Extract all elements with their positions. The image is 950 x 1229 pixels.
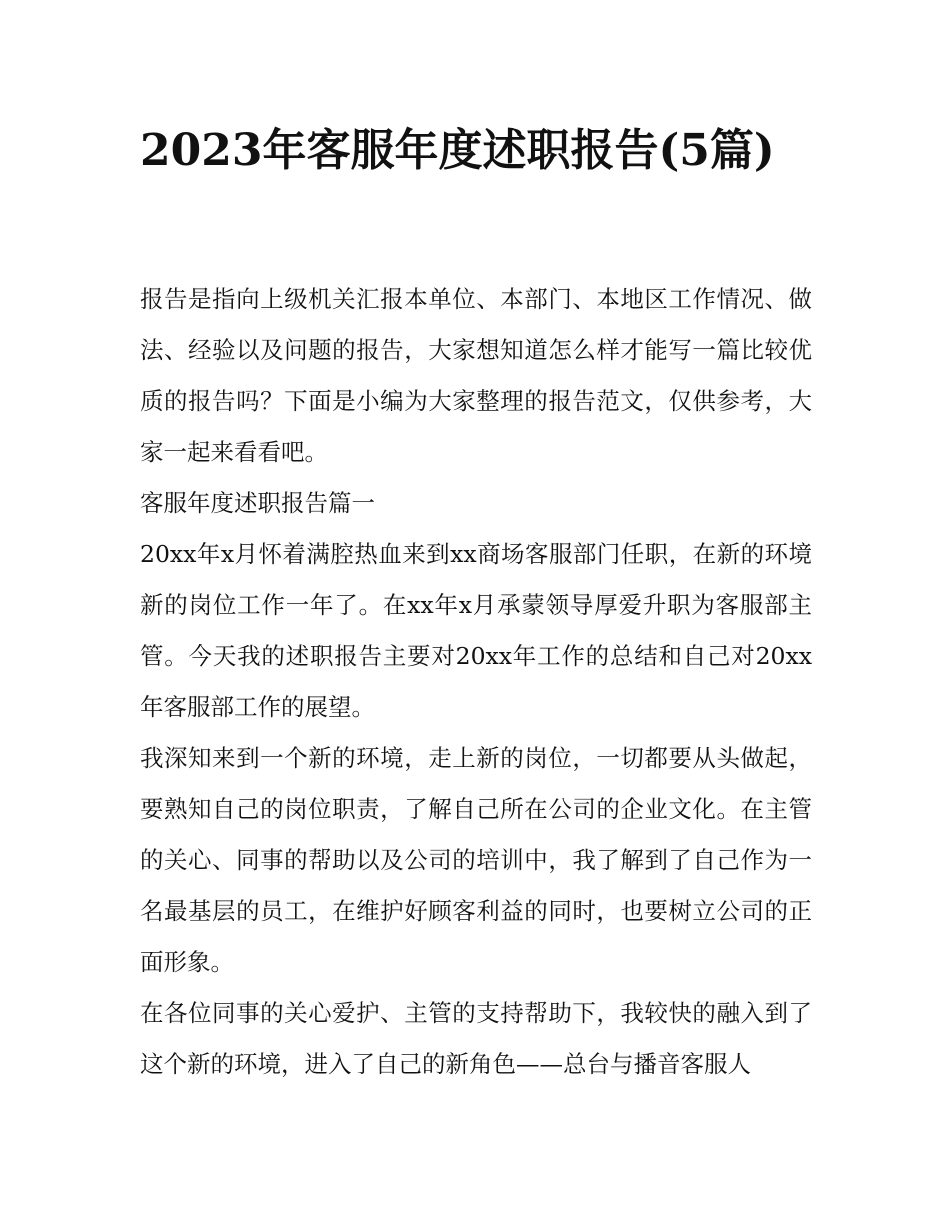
- paragraph-intro: 报告是指向上级机关汇报本单位、本部门、本地区工作情况、做法、经验以及问题的报告，大家想知道怎么样才能写一篇比较优质的报告吗？下面是小编为大家整理的报告范文，仅供参考，大家一起来看看吧。: [140, 285, 812, 466]
- document-body: [140, 274, 812, 1090]
- paragraph: 我深知来到一个新的环境，走上新的岗位，一切都要从头做起，要熟知自己的岗位职责，了解自己所在公司的企业文化。在主管的关心、同事的帮助以及公司的培训中，我了解到了自己作为一名最基层的员工，在维护好顾客利益的同时，也要树立公司的正面形象。: [140, 744, 812, 976]
- paragraph: 20xx年x月怀着满腔热血来到xx商场客服部门任职，在新的环境新的岗位工作一年了。在xx年x月承蒙领导厚爱升职为客服部主管。今天我的述职报告主要对20xx年工作的总结和自己对20xx年客服部工作的展望。: [140, 540, 812, 721]
- section-heading: 客服年度述职报告篇一: [140, 489, 375, 517]
- document-title: 2023年客服年度述职报告(5篇): [140, 125, 775, 176]
- paragraph: 在各位同事的关心爱护、主管的支持帮助下，我较快的融入到了这个新的环境，进入了自己的新角色——总台与播音客服人: [140, 999, 812, 1078]
